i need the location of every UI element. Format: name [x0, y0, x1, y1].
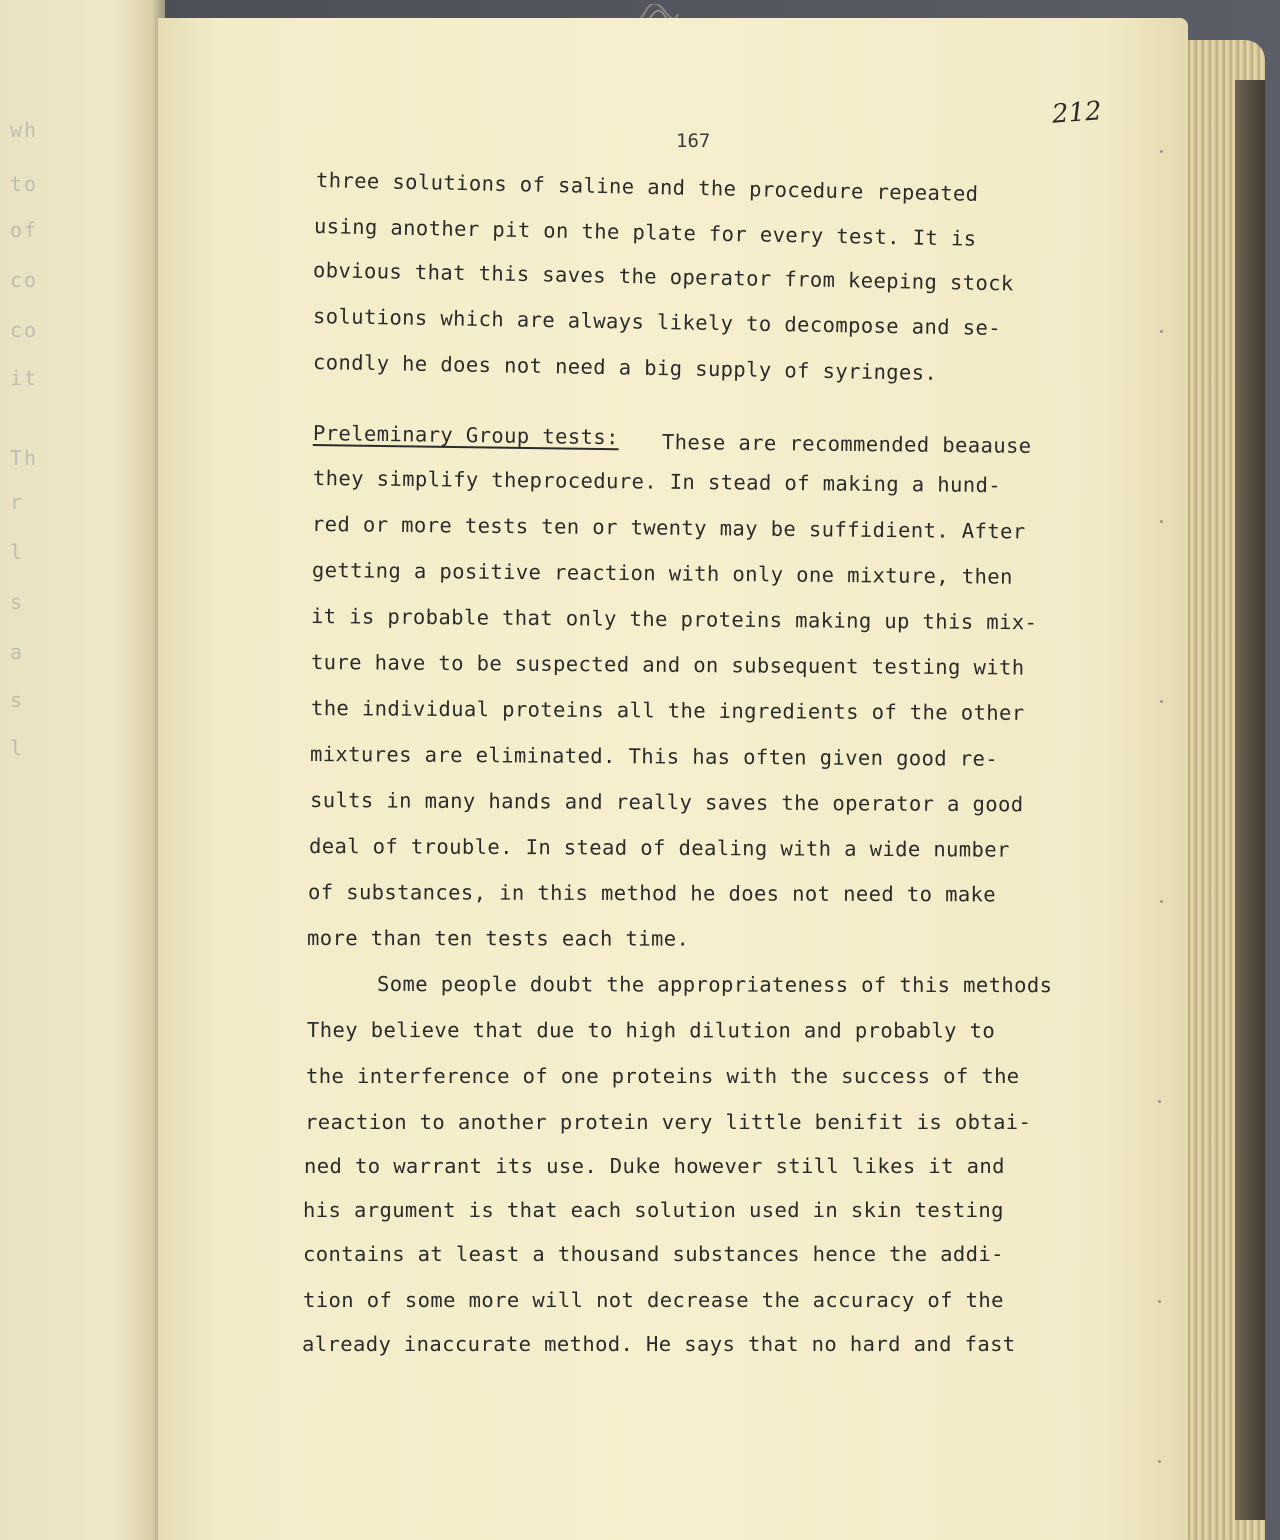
typed-page-number: 167 — [676, 130, 711, 152]
text-line: obvious that this saves the operator from keeping stock — [312, 258, 1014, 296]
text-line: They believe that due to high dilution and probably to — [306, 1018, 996, 1043]
text-line: it is probable that only the proteins making up this mix- — [310, 604, 1038, 635]
text-line: condly he does not need a big supply of syringes. — [312, 350, 938, 385]
text-line: the interference of one proteins with the success of the — [306, 1064, 1020, 1088]
margin-dot — [1160, 150, 1163, 153]
margin-dot — [1160, 700, 1163, 703]
text-line: three solutions of saline and the procedure repeated — [315, 168, 979, 206]
text-line: sults in many hands and really saves the operator a good — [309, 788, 1024, 817]
margin-dot — [1160, 330, 1163, 333]
text-line: the individual proteins all the ingredients of the other — [310, 696, 1025, 725]
text-line: mixtures are eliminated. This has often given good re- — [309, 742, 999, 771]
text-line: getting a positive reaction with only one mixture, then — [311, 558, 1013, 589]
margin-dot — [1158, 1460, 1161, 1463]
text-line: using another pit on the plate for every test. It is — [313, 214, 977, 251]
margin-dot — [1158, 1300, 1161, 1303]
text-line: ned to warrant its use. Duke however still likes it and — [304, 1154, 1005, 1178]
text-line: Some people doubt the appropriateness of this methods — [376, 972, 1053, 998]
text-line: red or more tests ten or twenty may be suffidient. After — [311, 512, 1026, 544]
text-line: more than ten tests each time. — [306, 926, 690, 951]
text-line: solutions which are always likely to decompose and se- — [312, 304, 1002, 341]
margin-dot — [1160, 900, 1163, 903]
text-line: they simplify theprocedure. In stead of making a hund- — [312, 466, 1002, 498]
text-line: of substances, in this method he does not need to make — [307, 880, 997, 907]
text-line: reaction to another protein very little benifit is obtai- — [305, 1110, 1032, 1134]
text-line: contains at least a thousand substances hence the addi- — [303, 1242, 1004, 1266]
text-line: These are recommended beaause — [661, 430, 1032, 458]
text-line: ture have to be suspected and on subsequent testing with — [310, 650, 1025, 680]
handwritten-page-number: 212 — [1051, 96, 1103, 130]
margin-dot — [1158, 1100, 1161, 1103]
facing-page-left: wh to of co co it Th r l s a s l — [0, 0, 165, 1540]
section-heading: Preleminary Group tests: — [312, 421, 619, 450]
text-line: his argument is that each solution used in skin testing — [303, 1198, 1004, 1222]
text-line: deal of trouble. In stead of dealing with a wide number — [308, 834, 1010, 862]
text-line: tion of some more will not decrease the accuracy of the — [303, 1288, 1004, 1312]
margin-dot — [1160, 520, 1163, 523]
binding-edge — [1235, 80, 1265, 1520]
text-line: already inaccurate method. He says that no hard and fast — [302, 1332, 1016, 1356]
